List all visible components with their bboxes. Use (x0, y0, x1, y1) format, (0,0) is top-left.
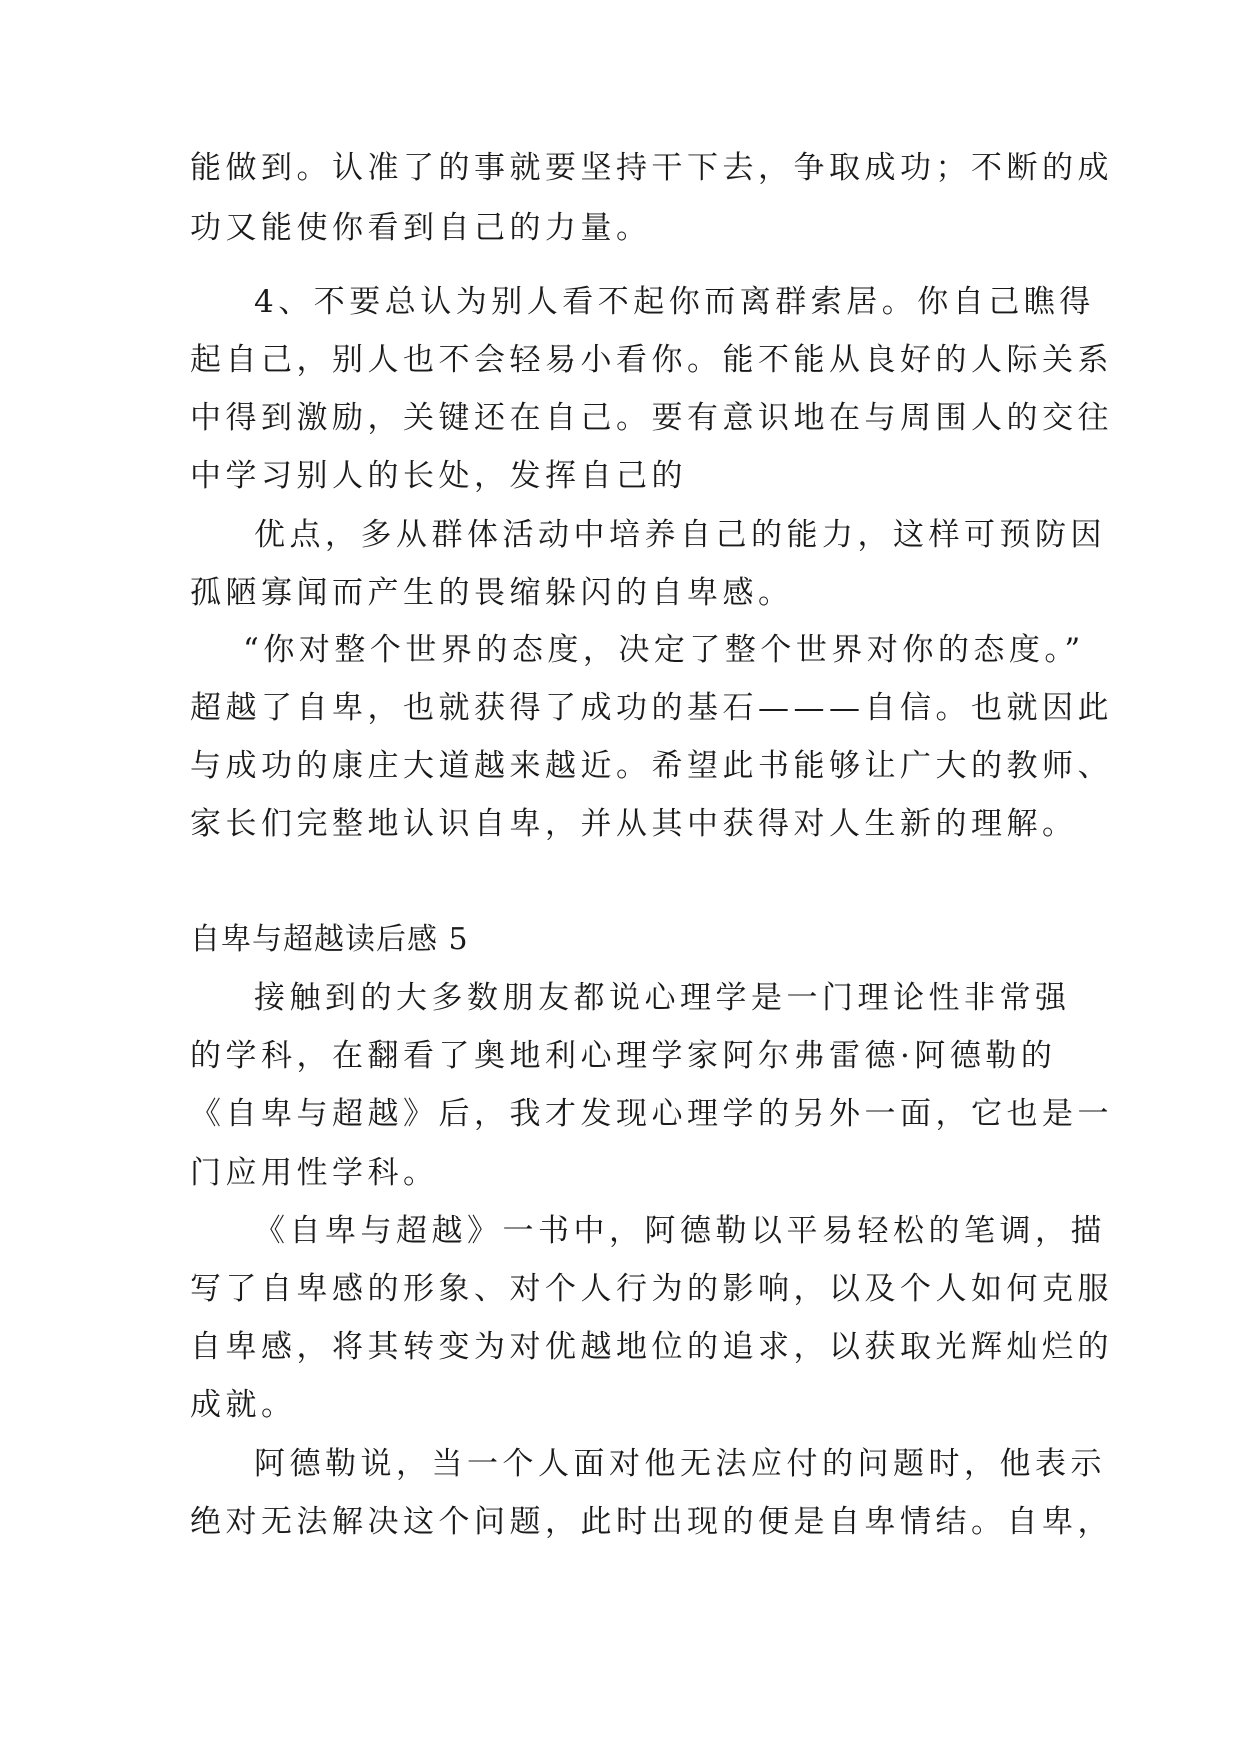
section-heading: 自卑与超越读后感 5 (190, 922, 469, 957)
text-line: 超越了自卑，也就获得了成功的基石———自信。也就因此 (190, 690, 1113, 726)
text-line: 门应用性学科。 (190, 1155, 439, 1191)
text-line: 家长们完整地认识自卑，并从其中获得对人生新的理解。 (190, 806, 1078, 842)
text-line: 绝对无法解决这个问题，此时出现的便是自卑情结。自卑， (190, 1504, 1113, 1540)
text-line: 优点，多从群体活动中培养自己的能力，这样可预防因 (254, 517, 1106, 553)
text-line: 功又能使你看到自己的力量。 (190, 210, 652, 246)
text-line: 孤陋寡闻而产生的畏缩躲闪的自卑感。 (190, 575, 794, 611)
text-line: 阿德勒说，当一个人面对他无法应付的问题时，他表示 (254, 1446, 1106, 1482)
text-line: “你对整个世界的态度，决定了整个世界对你的态度。” (243, 632, 1085, 668)
text-line: 接触到的大多数朋友都说心理学是一门理论性非常强 (254, 980, 1071, 1016)
text-line: 中学习别人的长处，发挥自己的 (190, 458, 687, 494)
text-line: 成就。 (190, 1387, 297, 1423)
text-line: 自卑感，将其转变为对优越地位的追求，以获取光辉灿烂的 (190, 1329, 1113, 1365)
text-line: 与成功的康庄大道越来越近。希望此书能够让广大的教师、 (190, 748, 1113, 784)
text-line: 能做到。认准了的事就要坚持干下去，争取成功；不断的成 (190, 150, 1113, 186)
text-line: 《自卑与超越》一书中，阿德勒以平易轻松的笔调，描 (254, 1213, 1106, 1249)
text-line: 起自己，别人也不会轻易小看你。能不能从良好的人际关系 (190, 342, 1113, 378)
text-line: 写了自卑感的形象、对个人行为的影响，以及个人如何克服 (190, 1271, 1113, 1307)
text-line: 4、不要总认为别人看不起你而离群索居。你自己瞧得 (254, 284, 1095, 320)
text-line: 的学科，在翻看了奥地利心理学家阿尔弗雷德·阿德勒的 (190, 1038, 1057, 1074)
text-line: 《自卑与超越》后，我才发现心理学的另外一面，它也是一 (190, 1096, 1113, 1132)
text-line: 中得到激励，关键还在自己。要有意识地在与周围人的交往 (190, 400, 1113, 436)
